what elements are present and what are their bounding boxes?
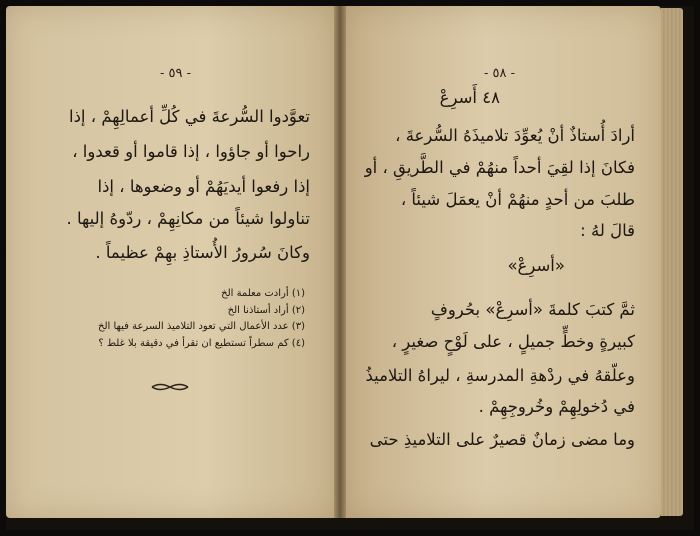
right-text-line-10: وما مضى زمانٌ قصيرٌ على التلاميذِ حتى — [369, 430, 635, 449]
lesson-title: ٤٨ أَسرِعْ — [439, 88, 500, 107]
right-text-quote: «أسرِعْ» — [507, 256, 565, 275]
left-page — [6, 6, 337, 518]
left-text-line-2: راحوا أو جاؤوا ، إذا قاموا أو قعدوا ، — [72, 142, 310, 161]
right-text-line-2: فكانَ إذا لقِيَ أحداً منهُمْ في الطَّريقِ ، أو — [364, 158, 635, 177]
right-text-line-9: في دُخولِهِمْ وخُروجِهِمْ . — [478, 397, 635, 416]
left-page-number: - ٥٩ - — [160, 66, 192, 81]
right-page-number: - ٥٨ - — [484, 66, 516, 81]
left-note-4: (٤) كم سطراً تستطيع ان تقرأ في دقيقة بلا غلط ؟ — [98, 338, 305, 349]
left-note-3: (٣) عدد الأعمال التي تعود التلاميذ السرعة فيها الخ — [98, 321, 305, 332]
left-text-line-3: إذا رفعوا أيديَهُمْ أو وضعوها ، إذا — [97, 177, 310, 196]
ornament-divider-icon — [150, 381, 190, 393]
left-text-line-4: تناولوا شيئاً من مكانِهِمْ ، ردّوهُ إليها . — [66, 209, 310, 228]
left-note-1: (١) أرادت معلمة الخ — [221, 288, 305, 299]
right-text-line-3: طلبَ من أحدٍ منهُمْ أنْ يعمَلَ شيئاً ، — [400, 190, 635, 209]
left-text-line-5: وكانَ سُرورُ الأُستاذِ بهِمْ عظيماً . — [95, 243, 310, 262]
book-gutter — [334, 6, 346, 518]
right-text-line-1: أرادَ أُستاذٌ أنْ يُعوِّدَ تلاميذَهُ السُّرعةَ ، — [395, 126, 635, 145]
right-text-line-4: قالَ لهُ : — [580, 221, 635, 240]
right-text-line-6: ثمَّ كتبَ كلمةَ «أسرِعْ» بحُروفٍ — [430, 300, 635, 319]
left-note-2: (٢) أراد أستاذنا الخ — [227, 305, 305, 316]
left-text-line-1: تعوَّدوا السُّرعةَ في كُلِّ أعمالِهِمْ ، إذا — [68, 107, 310, 126]
page-edges — [661, 8, 683, 516]
right-text-line-8: وعلّقهُ في ردْهةِ المدرسةِ ، ليراهُ التلاميذُ — [365, 366, 635, 385]
right-text-line-7: كبيرةٍ وخطٍّ جميلٍ ، على لَوْحٍ صغيرٍ ، — [391, 332, 635, 351]
